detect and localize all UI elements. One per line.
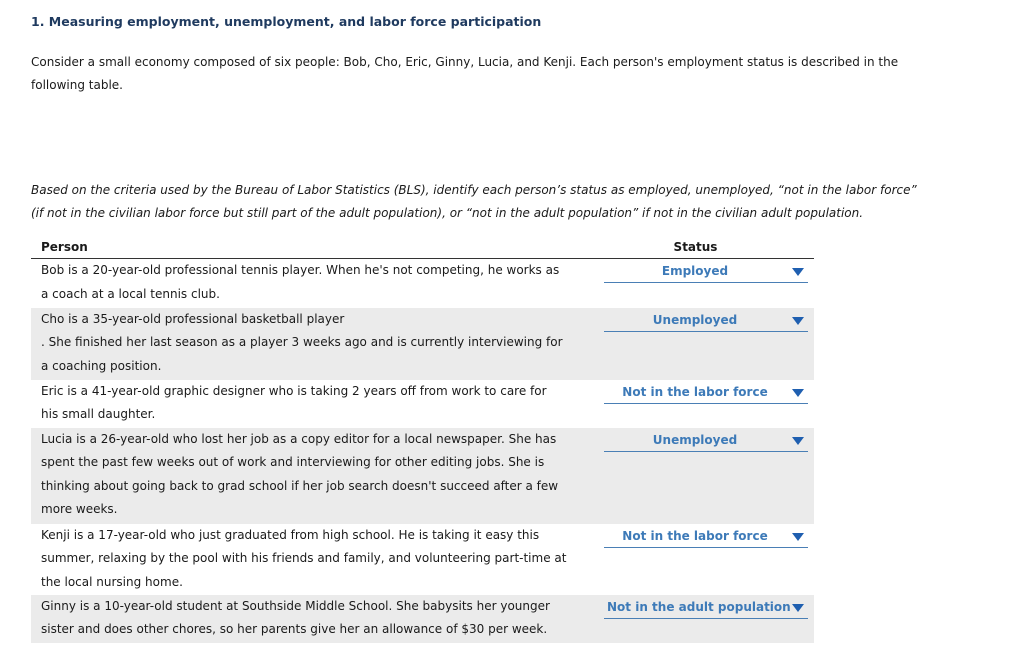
table-row-eric [31, 380, 814, 428]
person-column-header: Person [31, 236, 577, 259]
status-selected-value: Not in the adult population [607, 599, 791, 614]
employment-status-table [31, 236, 814, 643]
status-dropdown-eric[interactable] [604, 381, 808, 404]
person-description: Ginny is a 10-year-old student at Southside Middle School. She babysits her younger sister and does other chores, so her parents give her an allowance of $30 per week. [31, 595, 577, 643]
status-column-header: Status [577, 236, 814, 259]
status-dropdown-ginny[interactable] [604, 596, 808, 619]
table-row-cho [31, 308, 814, 380]
table-header-row [31, 236, 814, 259]
person-description: Cho is a 35-year-old professional basketball player [41, 311, 345, 326]
status-selected-value: Employed [661, 264, 729, 278]
status-dropdown-kenji[interactable] [604, 525, 808, 548]
person-description: Eric is a 41-year-old graphic designer who is taking 2 years off from work to care for his small daughter. [41, 383, 547, 421]
status-dropdown-lucia[interactable] [604, 429, 808, 452]
caret-down-icon[interactable] [792, 604, 804, 612]
status-selected-value: Unemployed [652, 312, 738, 327]
status-selected-value: Unemployed [652, 432, 738, 447]
question-title: 1. Measuring employment, unemployment, and labor force participation [31, 14, 542, 29]
intro-text: Consider a small economy composed of six people: Bob, Cho, Eric, Ginny, Lucia, and Kenji. Each person's employment status is described in the following table. [31, 55, 899, 92]
caret-down-icon[interactable] [792, 317, 804, 325]
caret-down-icon[interactable] [792, 437, 804, 445]
caret-down-icon[interactable] [792, 268, 804, 276]
caret-down-icon[interactable] [792, 533, 804, 541]
person-description: Lucia is a 26-year-old who lost her job as a copy editor for a local newspaper. She has spent the past few weeks out of work and interviewing for other editing jobs. She is thinking about going back to grad school if her job search doesn't succeed after a few more weeks. [31, 428, 577, 524]
instructions-text: Based on the criteria used by the Bureau of Labor Statistics (BLS), identify each person’s status as employed, unemployed, “not in the labor force” (if not in the civilian labor force but still part of the adult population), or “not in the adult population” if not in the civilian adult population. [31, 183, 917, 220]
status-selected-value: Not in the labor force [622, 528, 768, 543]
person-description: Bob is a 20-year-old professional tennis player. When he's not competing, he works as a coach at a local tennis club. [41, 263, 560, 301]
status-dropdown-cho[interactable] [604, 309, 808, 332]
table-row-lucia [31, 428, 814, 524]
table-row-bob [31, 259, 814, 308]
person-description: Kenji is a 17-year-old who just graduated from high school. He is taking it easy this summer, relaxing by the pool with his friends and family, and volunteering part-time at the local nursing home. [41, 527, 567, 589]
table-row-ginny [31, 595, 814, 643]
table-row-kenji [31, 524, 814, 595]
caret-down-icon[interactable] [792, 389, 804, 397]
status-selected-value: Not in the labor force [622, 384, 768, 399]
person-description-continued: . She finished her last season as a player 3 weeks ago and is currently interviewing for a coaching position. [41, 335, 563, 373]
status-dropdown-bob[interactable] [604, 260, 808, 283]
